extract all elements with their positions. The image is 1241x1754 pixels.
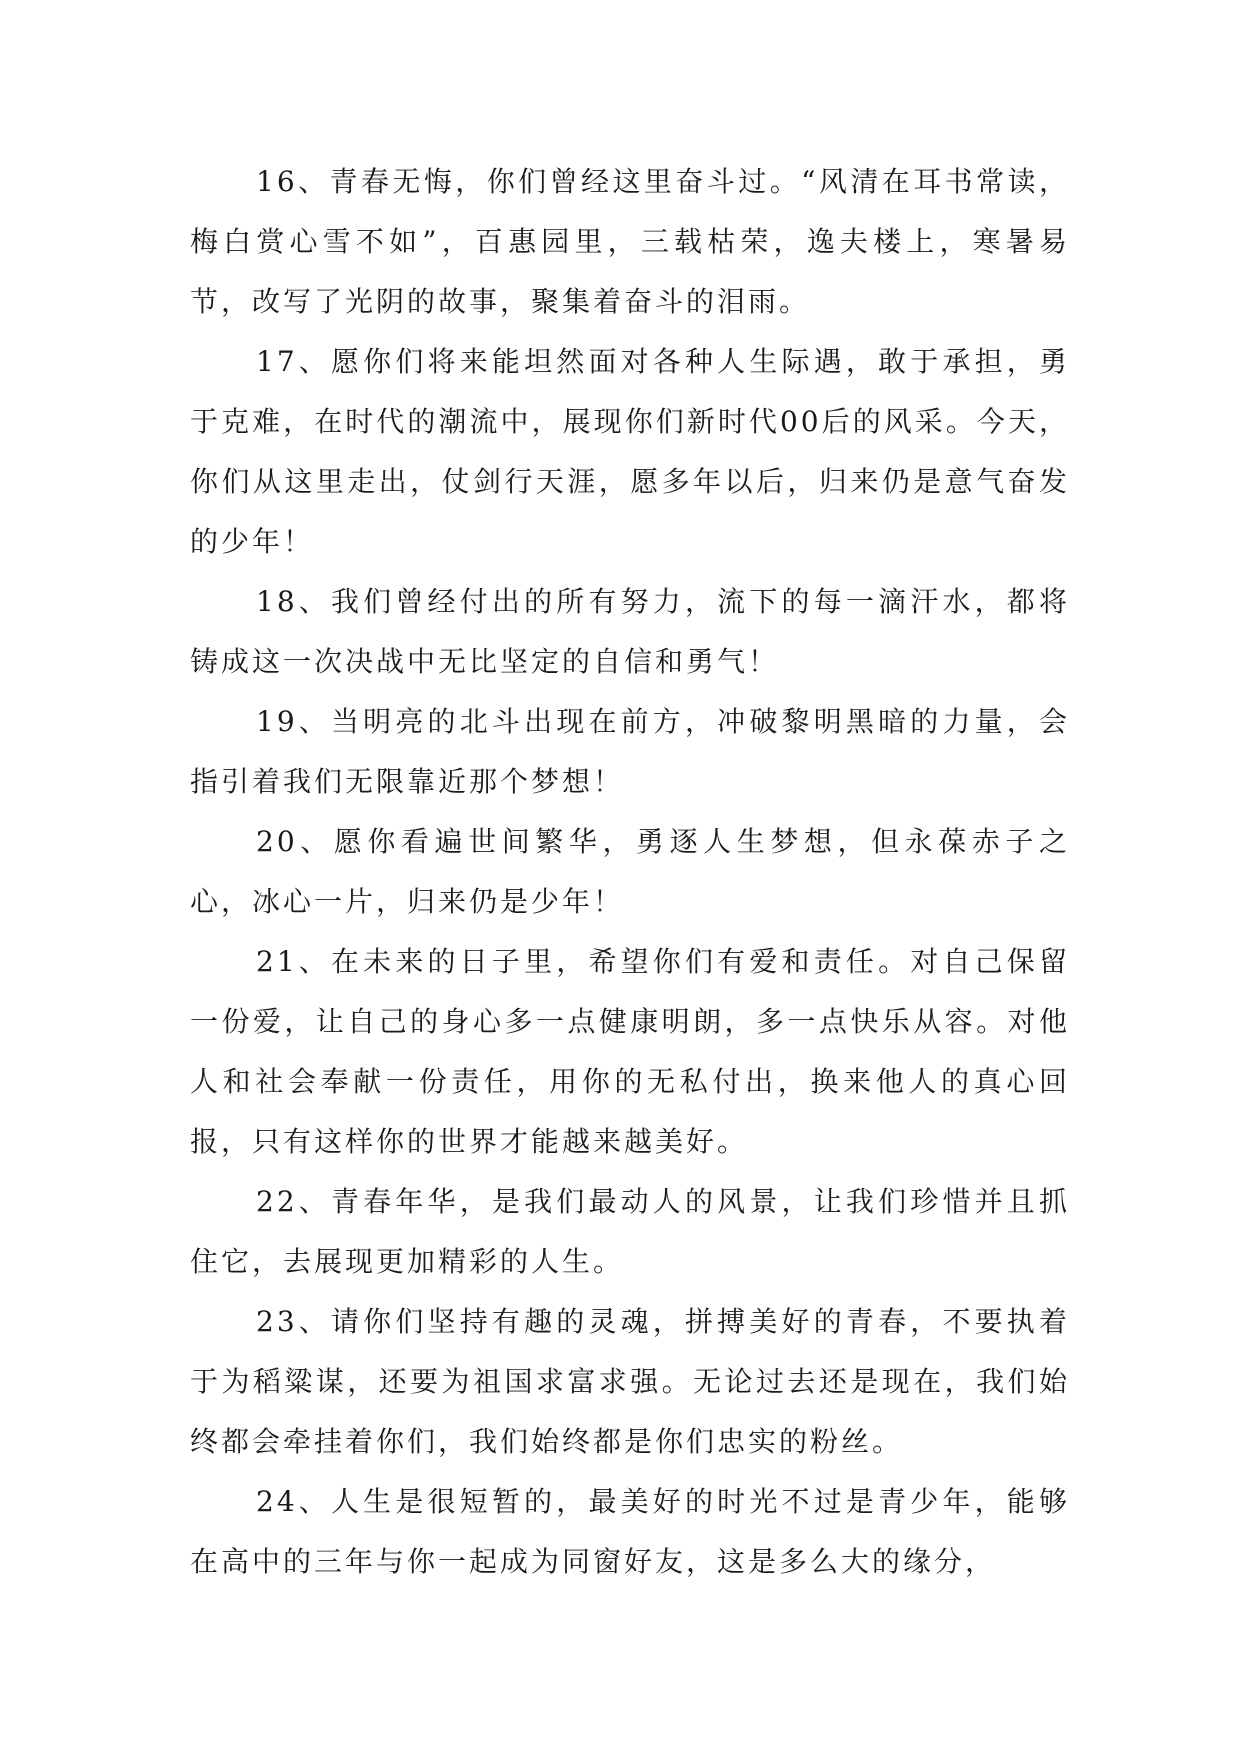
document-page [190, 152, 1070, 1592]
paragraph-21: 21、在未来的日子里，希望你们有爱和责任。对自己保留一份爱，让自己的身心多一点健康明朗，多一点快乐从容。对他人和社会奉献一份责任，用你的无私付出，换来他人的真心回报，只有这样你的世界才能越来越美好。 [190, 945, 1070, 1158]
paragraph-18: 18、我们曾经付出的所有努力，流下的每一滴汗水，都将铸成这一次决战中无比坚定的自信和勇气！ [190, 585, 1070, 678]
paragraph-16: 16、青春无悔，你们曾经这里奋斗过。“风清在耳书常读，梅白赏心雪不如”，百惠园里，三载枯荣，逸夫楼上，寒暑易节，改写了光阴的故事，聚集着奋斗的泪雨。 [190, 165, 1070, 318]
paragraph-22: 22、青春年华，是我们最动人的风景，让我们珍惜并且抓住它，去展现更加精彩的人生。 [190, 1185, 1070, 1278]
paragraph-24: 24、人生是很短暂的，最美好的时光不过是青少年，能够在高中的三年与你一起成为同窗好友，这是多么大的缘分， [190, 1485, 1070, 1578]
paragraph-23: 23、请你们坚持有趣的灵魂，拼搏美好的青春，不要执着于为稻粱谋，还要为祖国求富求强。无论过去还是现在，我们始终都会牵挂着你们，我们始终都是你们忠实的粉丝。 [190, 1305, 1070, 1458]
paragraph-20: 20、愿你看遍世间繁华，勇逐人生梦想，但永葆赤子之心，冰心一片，归来仍是少年！ [190, 825, 1070, 918]
paragraph-17: 17、愿你们将来能坦然面对各种人生际遇，敢于承担，勇于克难，在时代的潮流中，展现你们新时代00后的风采。今天，你们从这里走出，仗剑行天涯，愿多年以后，归来仍是意气奋发的少年！ [190, 345, 1070, 558]
paragraph-19: 19、当明亮的北斗出现在前方，冲破黎明黑暗的力量，会指引着我们无限靠近那个梦想！ [190, 705, 1070, 798]
